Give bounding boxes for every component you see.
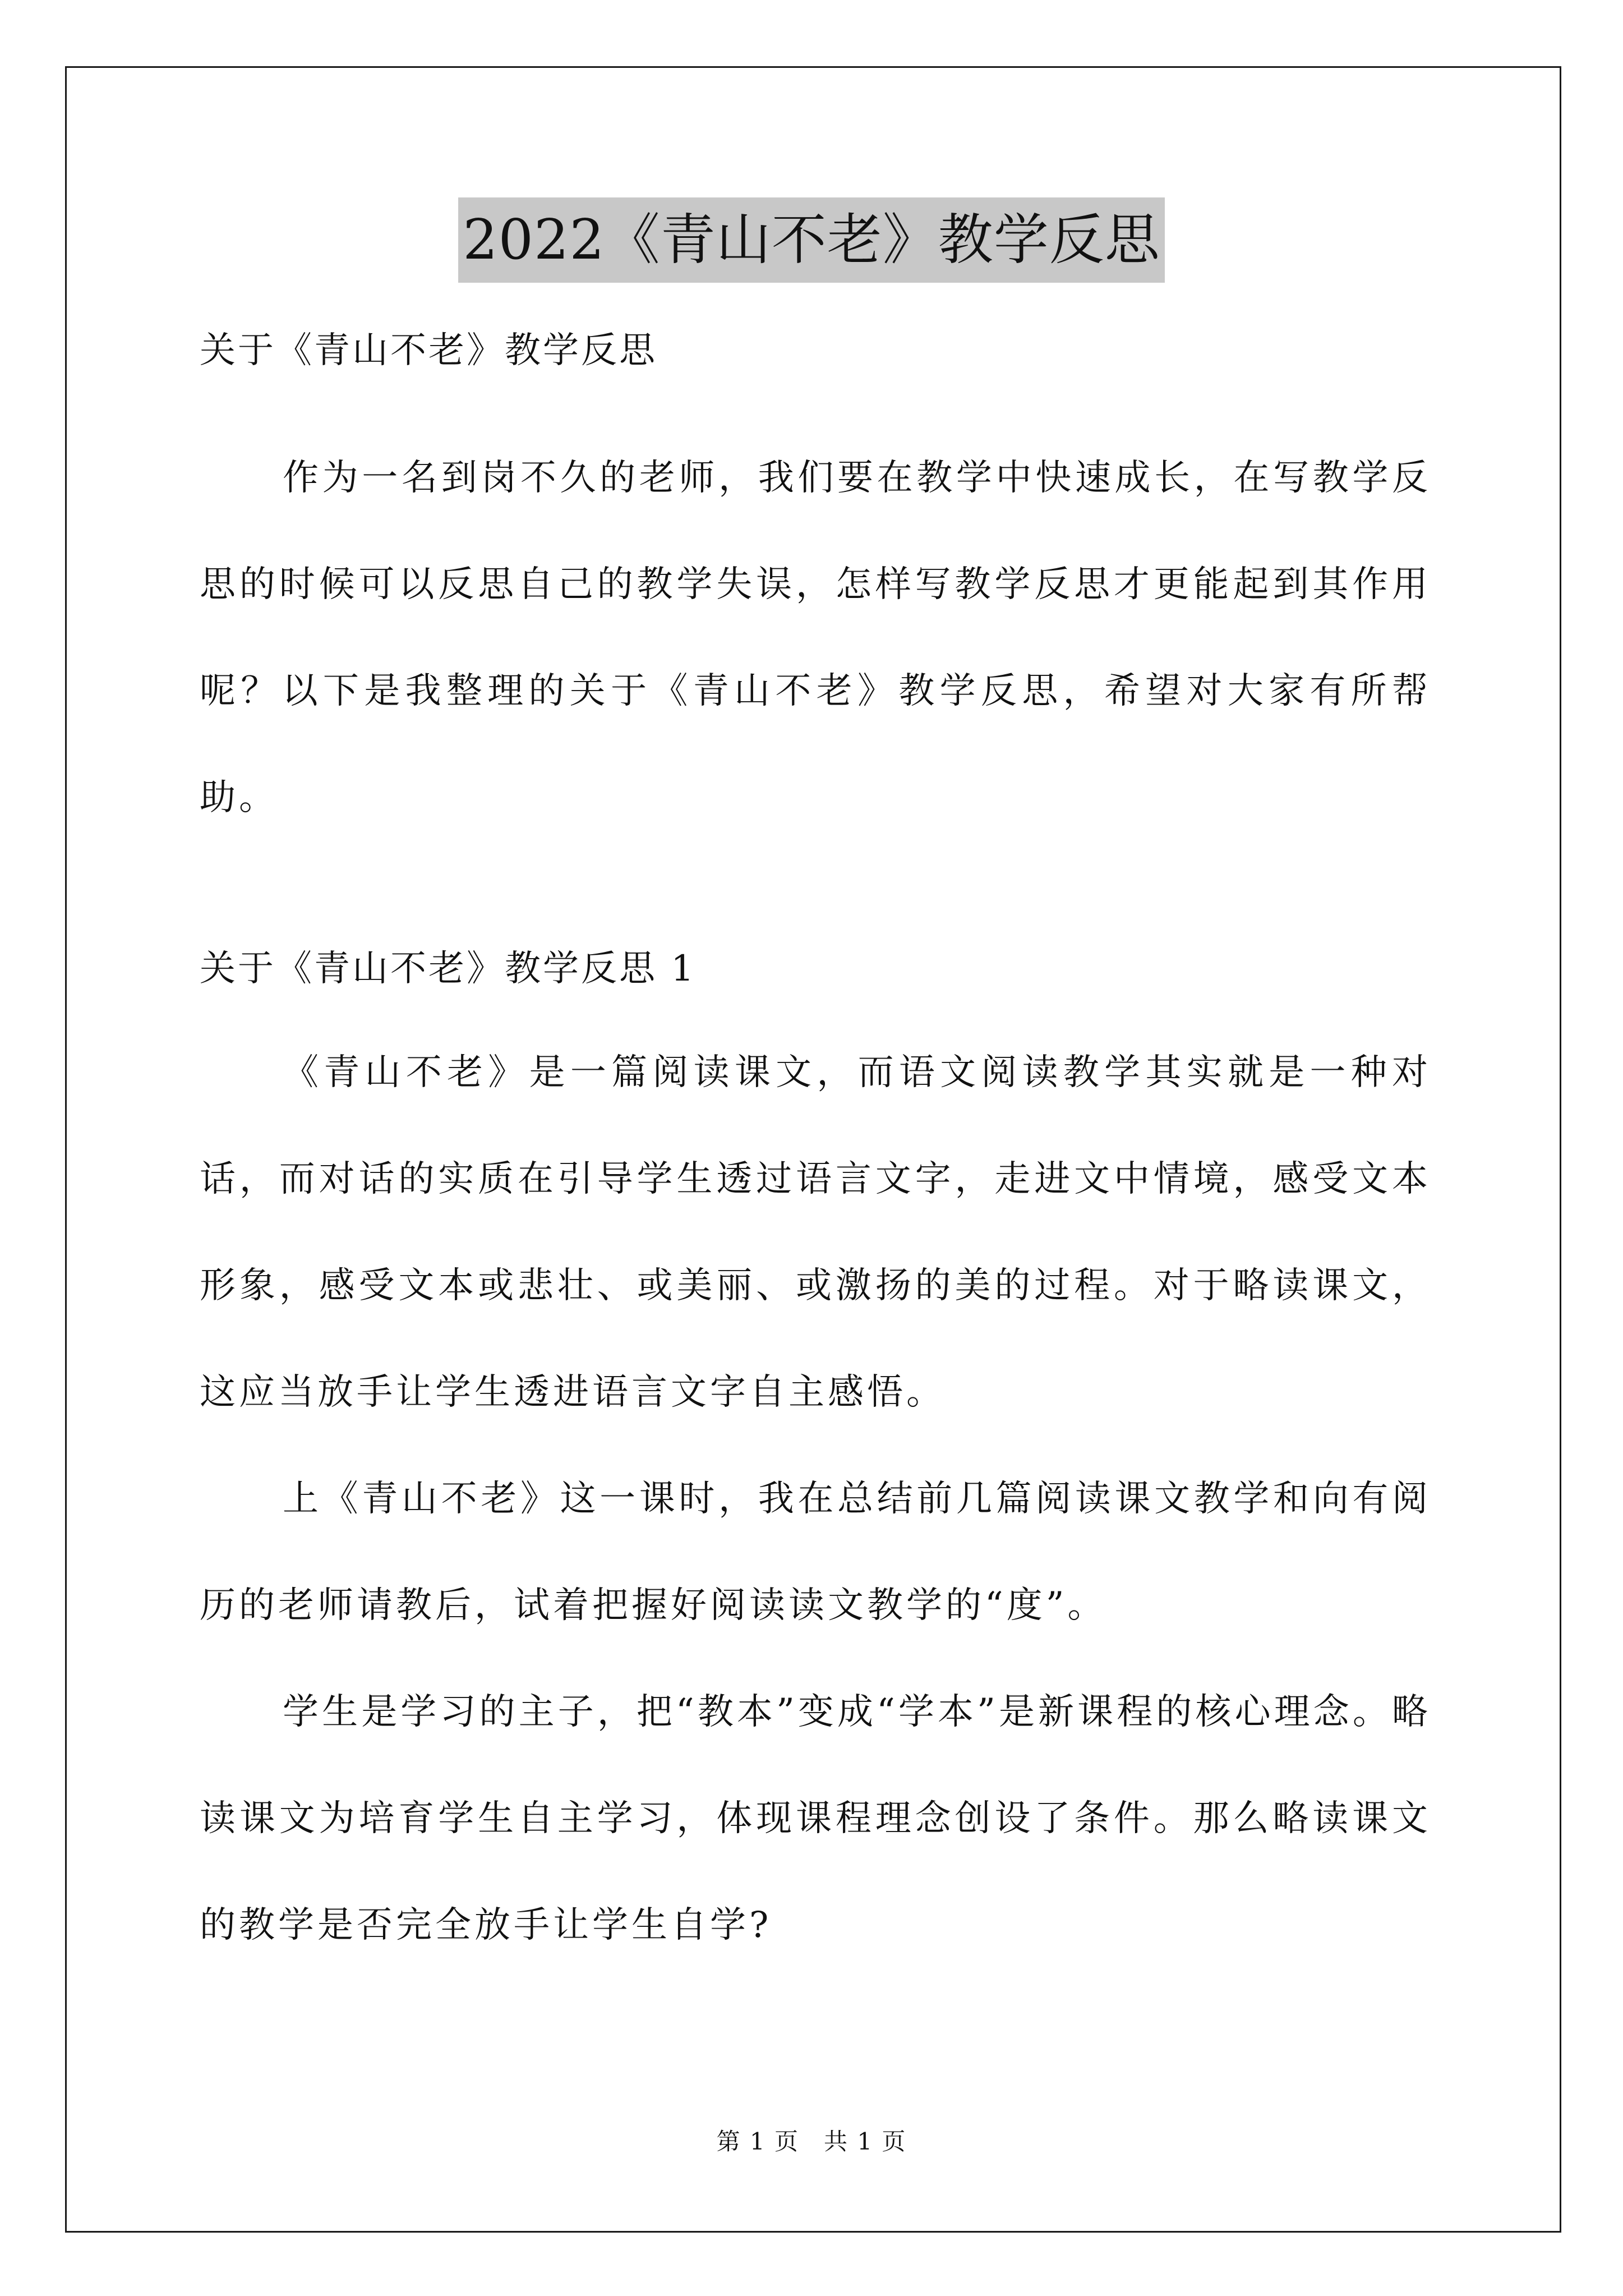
document-title: 2022《青山不老》教学反思 bbox=[458, 197, 1164, 283]
title-container bbox=[0, 197, 1623, 283]
intro-heading: 关于《青山不老》教学反思 bbox=[200, 330, 657, 371]
page-footer: 第 1 页 共 1 页 bbox=[716, 2128, 907, 2155]
section1-paragraph: 学生是学习的主子，把“教本”变成“学本”是新课程的核心理念。略读课文为培育学生自主学习，体现课程理念创设了条件。那么略读课文的教学是否完全放手让学生自学? bbox=[200, 1691, 1431, 1946]
section1-paragraph: 上《青山不老》这一课时，我在总结前几篇阅读课文教学和向有阅历的老师请教后，试着把握好阅读读文教学的“度”。 bbox=[200, 1478, 1431, 1626]
intro-paragraph: 作为一名到岗不久的老师，我们要在教学中快速成长，在写教学反思的时候可以反思自己的教学失误，怎样写教学反思才更能起到其作用呢？以下是我整理的关于《青山不老》教学反思，希望对大家有所帮助。 bbox=[200, 457, 1431, 818]
section1-paragraph: 《青山不老》是一篇阅读课文，而语文阅读教学其实就是一种对话，而对话的实质在引导学生透过语言文字，走进文中情境，感受文本形象，感受文本或悲壮、或美丽、或激扬的美的过程。对于略读课文，这应当放手让学生透进语言文字自主感悟。 bbox=[200, 1052, 1431, 1413]
section1-heading: 关于《青山不老》教学反思 1 bbox=[200, 948, 697, 990]
document-body bbox=[200, 323, 1431, 1978]
